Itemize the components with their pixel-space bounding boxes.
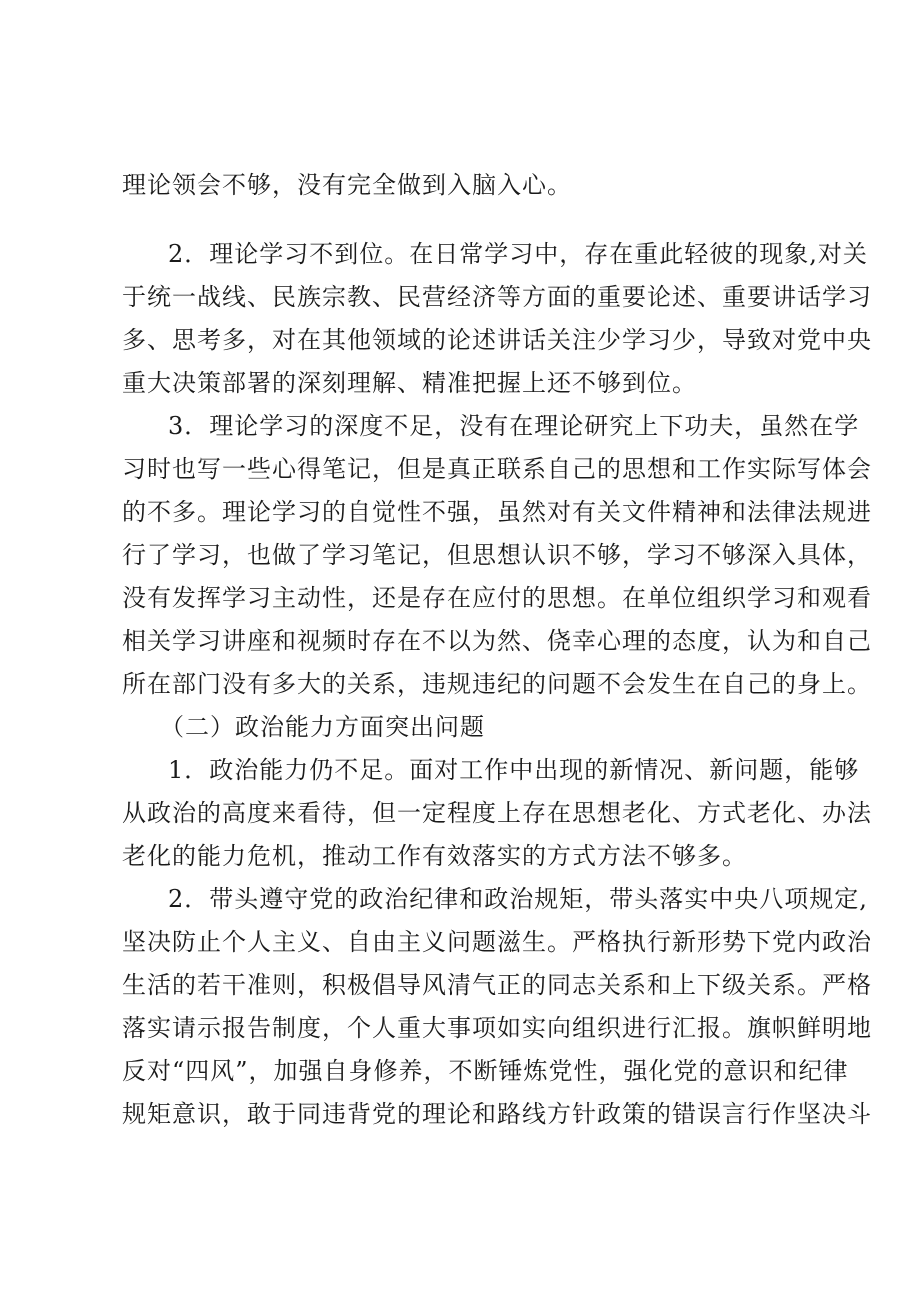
text-line: 从政治的高度来看待，但一定程度上存在思想老化、方式老化、办法 <box>122 799 872 827</box>
text-line: 所在部门没有多大的关系，违规违纪的问题不会发生在自己的身上。 <box>122 670 872 698</box>
text-line: 习时也写一些心得笔记，但是真正联系自己的思想和工作实际写体会 <box>122 455 872 483</box>
text-line: 坚决防止个人主义、自由主义问题滋生。严格执行新形势下党内政治 <box>122 928 872 956</box>
text-line: 规矩意识，敢于同违背党的理论和路线方针政策的错误言行作坚决斗 <box>122 1100 872 1128</box>
section-heading: （二）政治能力方面突出问题 <box>160 713 485 741</box>
text-line: 2．理论学习不到位。在日常学习中，存在重此轻彼的现象,对关 <box>168 240 868 268</box>
text-line: 的不多。理论学习的自觉性不强，虽然对有关文件精神和法律法规进 <box>122 498 872 526</box>
text-line: 生活的若干准则，积极倡导风清气正的同志关系和上下级关系。严格 <box>122 971 872 999</box>
text-line: 落实请示报告制度，个人重大事项如实向组织进行汇报。旗帜鲜明地 <box>122 1014 872 1042</box>
text-line: 3．理论学习的深度不足，没有在理论研究上下功夫，虽然在学 <box>168 412 860 440</box>
text-line: 2．带头遵守党的政治纪律和政治规矩，带头落实中央八项规定, <box>168 885 868 913</box>
text-line: 理论领会不够，没有完全做到入脑入心。 <box>122 171 572 199</box>
text-line: 于统一战线、民族宗教、民营经济等方面的重要论述、重要讲话学习 <box>122 283 872 311</box>
text-line: 重大决策部署的深刻理解、精准把握上还不够到位。 <box>122 369 697 397</box>
text-line: 多、思考多，对在其他领域的论述讲话关注少学习少，导致对党中央 <box>122 326 872 354</box>
text-line: 1．政治能力仍不足。面对工作中出现的新情况、新问题，能够 <box>168 756 860 784</box>
text-line: 行了学习，也做了学习笔记，但思想认识不够，学习不够深入具体， <box>122 541 872 569</box>
text-line: 老化的能力危机，推动工作有效落实的方式方法不够多。 <box>122 842 747 870</box>
text-line: 反对“四风”，加强自身修养，不断锤炼党性，强化党的意识和纪律 <box>122 1057 849 1085</box>
text-line: 相关学习讲座和视频时存在不以为然、侥幸心理的态度，认为和自己 <box>122 627 872 655</box>
text-line: 没有发挥学习主动性，还是存在应付的思想。在单位组织学习和观看 <box>122 584 872 612</box>
